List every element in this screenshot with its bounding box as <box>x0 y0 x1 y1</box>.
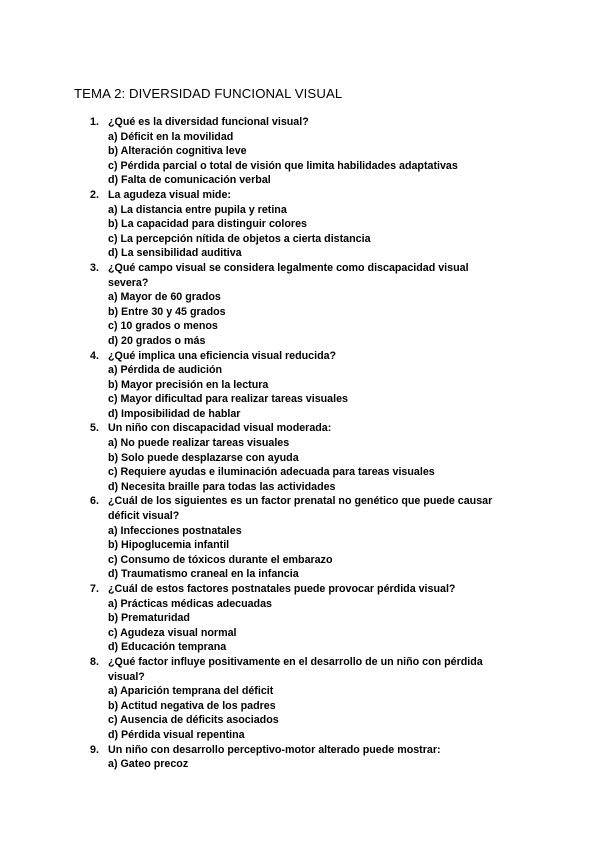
answer-option: a) Gateo precoz <box>108 758 189 771</box>
question-4 <box>90 349 510 422</box>
answer-option: c) 10 grados o menos <box>108 320 218 333</box>
answer-option: c) La percepción nítida de objetos a cierta distancia <box>108 232 371 245</box>
question-number: 5. <box>90 422 99 435</box>
answer-option: a) Déficit en la movilidad <box>108 130 234 143</box>
question-5 <box>90 421 510 494</box>
answer-option: d) Necesita braille para todas las actividades <box>108 480 336 493</box>
question-7 <box>90 582 510 655</box>
answer-option: b) Solo puede desplazarse con ayuda <box>108 451 299 464</box>
answer-option: a) No puede realizar tareas visuales <box>108 437 290 450</box>
answer-option: b) Mayor precisión en la lectura <box>108 378 269 391</box>
question-text: ¿Qué es la diversidad funcional visual? <box>108 116 309 128</box>
answer-option: d) Imposibilidad de hablar <box>108 407 241 420</box>
question-number: 6. <box>90 495 99 508</box>
answer-option: a) Aparición temprana del déficit <box>108 685 274 698</box>
question-text: ¿Qué factor influye positivamente en el desarrollo de un niño con pérdida visual? <box>108 655 483 683</box>
question-6 <box>90 494 510 582</box>
answer-option: a) Pérdida de audición <box>108 364 223 377</box>
question-text: ¿Cuál de estos factores postnatales puede provocar pérdida visual? <box>108 583 456 595</box>
question-text: ¿Cuál de los siguientes es un factor prenatal no genético que puede causar déficit visual? <box>108 495 493 523</box>
question-text: ¿Qué implica una eficiencia visual reducida? <box>108 349 337 362</box>
answer-option: c) Consumo de tóxicos durante el embarazo <box>108 553 333 566</box>
page-title: TEMA 2: DIVERSIDAD FUNCIONAL VISUAL <box>74 86 343 101</box>
question-2 <box>90 188 510 261</box>
question-text: ¿Qué campo visual se considera legalmente como discapacidad visual severa? <box>108 261 469 289</box>
question-text: La agudeza visual mide: <box>108 188 231 201</box>
question-number: 3. <box>90 261 99 274</box>
question-number: 7. <box>90 583 99 595</box>
question-9 <box>90 743 510 772</box>
question-1 <box>90 115 510 188</box>
answer-option: a) La distancia entre pupila y retina <box>108 203 287 216</box>
answer-option: b) Actitud negativa de los padres <box>108 699 276 712</box>
question-number: 4. <box>90 349 99 362</box>
question-text: Un niño con discapacidad visual moderada: <box>108 422 332 435</box>
question-number: 8. <box>90 655 99 668</box>
question-number: 9. <box>90 743 99 756</box>
answer-option: a) Mayor de 60 grados <box>108 291 221 304</box>
question-number: 2. <box>90 188 99 201</box>
answer-option: a) Infecciones postnatales <box>108 524 242 537</box>
answer-option: b) Entre 30 y 45 grados <box>108 305 226 318</box>
answer-option: b) Hipoglucemia infantil <box>108 539 230 552</box>
answer-option: d) Falta de comunicación verbal <box>108 174 271 187</box>
answer-option: d) Traumatismo craneal en la infancia <box>108 568 299 581</box>
answer-option: b) Alteración cognitiva leve <box>108 145 247 158</box>
question-3 <box>90 261 510 349</box>
answer-option: c) Requiere ayudas e iluminación adecuada para tareas visuales <box>108 466 435 479</box>
answer-option: c) Agudeza visual normal <box>108 626 237 639</box>
answer-option: b) Prematuridad <box>108 612 190 625</box>
answer-option: d) La sensibilidad auditiva <box>108 247 242 260</box>
question-number: 1. <box>90 116 99 128</box>
answer-option: d) 20 grados o más <box>108 334 206 347</box>
question-8 <box>90 655 510 743</box>
answer-option: a) Prácticas médicas adecuadas <box>108 597 272 610</box>
answer-option: b) La capacidad para distinguir colores <box>108 218 307 231</box>
question-text: Un niño con desarrollo perceptivo-motor alterado puede mostrar: <box>108 743 441 756</box>
answer-option: c) Pérdida parcial o total de visión que limita habilidades adaptativas <box>108 159 458 172</box>
answer-option: d) Educación temprana <box>108 641 227 654</box>
question-list <box>90 115 510 772</box>
answer-option: c) Ausencia de déficits asociados <box>108 714 279 727</box>
answer-option: c) Mayor dificultad para realizar tareas visuales <box>108 393 348 406</box>
answer-option: d) Pérdida visual repentina <box>108 728 245 741</box>
